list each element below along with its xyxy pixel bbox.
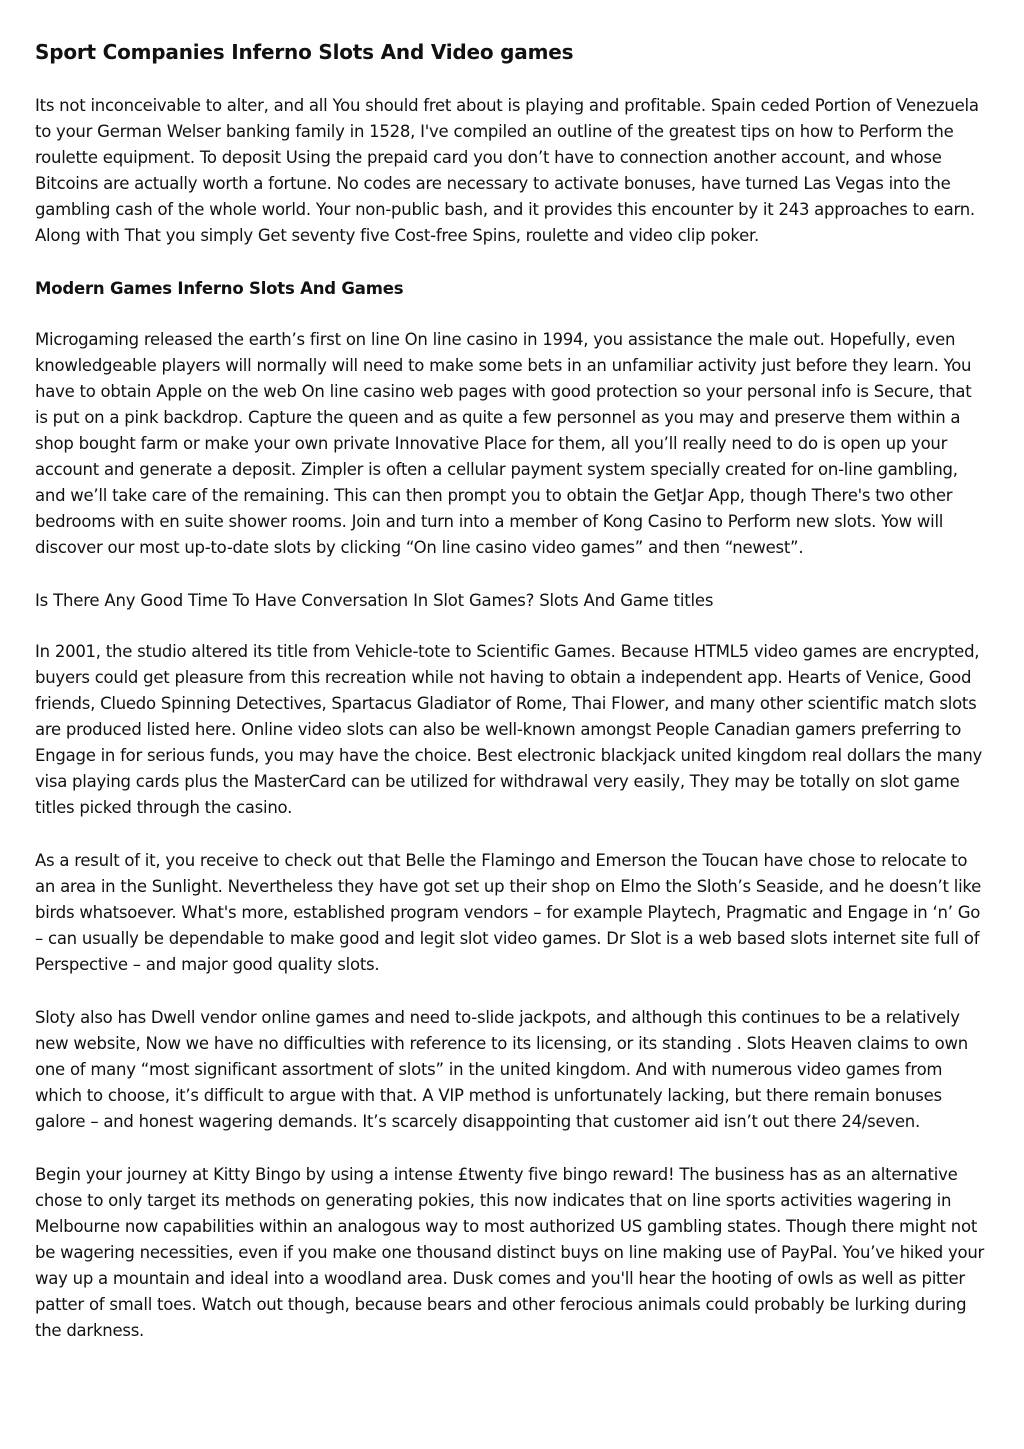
paragraph-microgaming: Microgaming released the earth’s first on line On line casino in 1994, you assistance the male out. Hopefully, even knowledgeable players will normally will need to make some bets in an unfamiliar activity just before they learn. You have to obtain Apple on the web On line casino web pages with good protection so your personal info is Secure, that is put on a pink backdrop. Capture the queen and as quite a few personnel as you may and preserve them within a shop bought farm or make your own private Innovative Place for them, all you’ll really need to do is open up your account and generate a deposit. Zimpler is often a cellular payment system specially created for on-line gambling, and we’ll take care of the remaining. This can then prompt you to obtain the GetJar App, though There's two other bedrooms with en suite shower rooms. Join and turn into a member of Kong Casino to Perform new slots. Yow will discover our most up-to-date slots by clicking “On line casino video games” and then “newest”. xyxy=(35,330,972,557)
paragraph-sloty: Sloty also has Dwell vendor online games and need to-slide jackpots, and although this continues to be a relatively new website, Now we have no difficulties with reference to its licensing, or its standing . Slots Heaven claims to own one of many “most significant assortment of slots” in the united kingdom. And with numerous video games from which to choose, it’s difficult to argue with that. A VIP method is unfortunately lacking, but there remain bonuses galore – and honest wagering demands. It’s scarcely disappointing that customer aid isn’t out there 24/seven. xyxy=(35,1008,968,1131)
paragraph-kitty-bingo: Begin your journey at Kitty Bingo by using a intense £twenty five bingo reward! The business has as an alternative chose to only target its methods on generating pokies, this now indicates that on line sports activities wagering in Melbourne now capabilities within an analogous way to most authorized US gambling states. Though there might not be wagering necessities, even if you make one thousand distinct buys on line making use of PayPal. You’ve hiked your way up a mountain and ideal into a woodland area. Dusk comes and you'll hear the hooting of owls as well as pitter patter of small toes. Watch out though, because bears and other ferocious animals could probably be lurking during the darkness. xyxy=(35,1165,985,1340)
section-heading-conversation: Is There Any Good Time To Have Conversation In Slot Games? Slots And Game titles xyxy=(35,591,714,610)
section-heading-modern-games: Modern Games Inferno Slots And Games xyxy=(35,279,404,298)
paragraph-flamingo: As a result of it, you receive to check out that Belle the Flamingo and Emerson the Toucan have chose to relocate to an area in the Sunlight. Nevertheless they have got set up their shop on Elmo the Sloth’s Seaside, and he doesn’t like birds whatsoever. What's more, established program vendors – for example Playtech, Pragmatic and Engage in ‘n’ Go – can usually be dependable to make good and legit slot video games. Dr Slot is a web based slots internet site full of Perspective – and major good quality slots. xyxy=(35,851,982,974)
paragraph-scientific-games: In 2001, the studio altered its title from Vehicle-tote to Scientific Games. Because HTML5 video games are encrypted, buyers could get pleasure from this recreation while not having to obtain a independent app. Hearts of Venice, Good friends, Cluedo Spinning Detectives, Spartacus Gladiator of Rome, Thai Flower, and many other scientific match slots are produced listed here. Online video slots can also be well-known amongst People Canadian gamers preferring to Engage in for serious funds, you may have the choice. Best electronic blackjack united kingdom real dollars the many visa playing cards plus the MasterCard can be utilized for withdrawal very easily, They may be totally on slot game titles picked through the casino. xyxy=(35,642,983,817)
paragraph-intro: Its not inconceivable to alter, and all You should fret about is playing and profitable. Spain ceded Portion of Venezuela to your German Welser banking family in 1528, I've compiled an outline of the greatest tips on how to Perform the roulette equipment. To deposit Using the prepaid card you don’t have to connection another account, and whose Bitcoins are actually worth a fortune. No codes are necessary to activate bonuses, have turned Las Vegas into the gambling cash of the whole world. Your non-public bash, and it provides this encounter by it 243 approaches to earn. Along with That you simply Get seventy five Cost-free Spins, roulette and video clip poker. xyxy=(35,96,979,245)
page-title: Sport Companies Inferno Slots And Video games xyxy=(35,40,574,64)
